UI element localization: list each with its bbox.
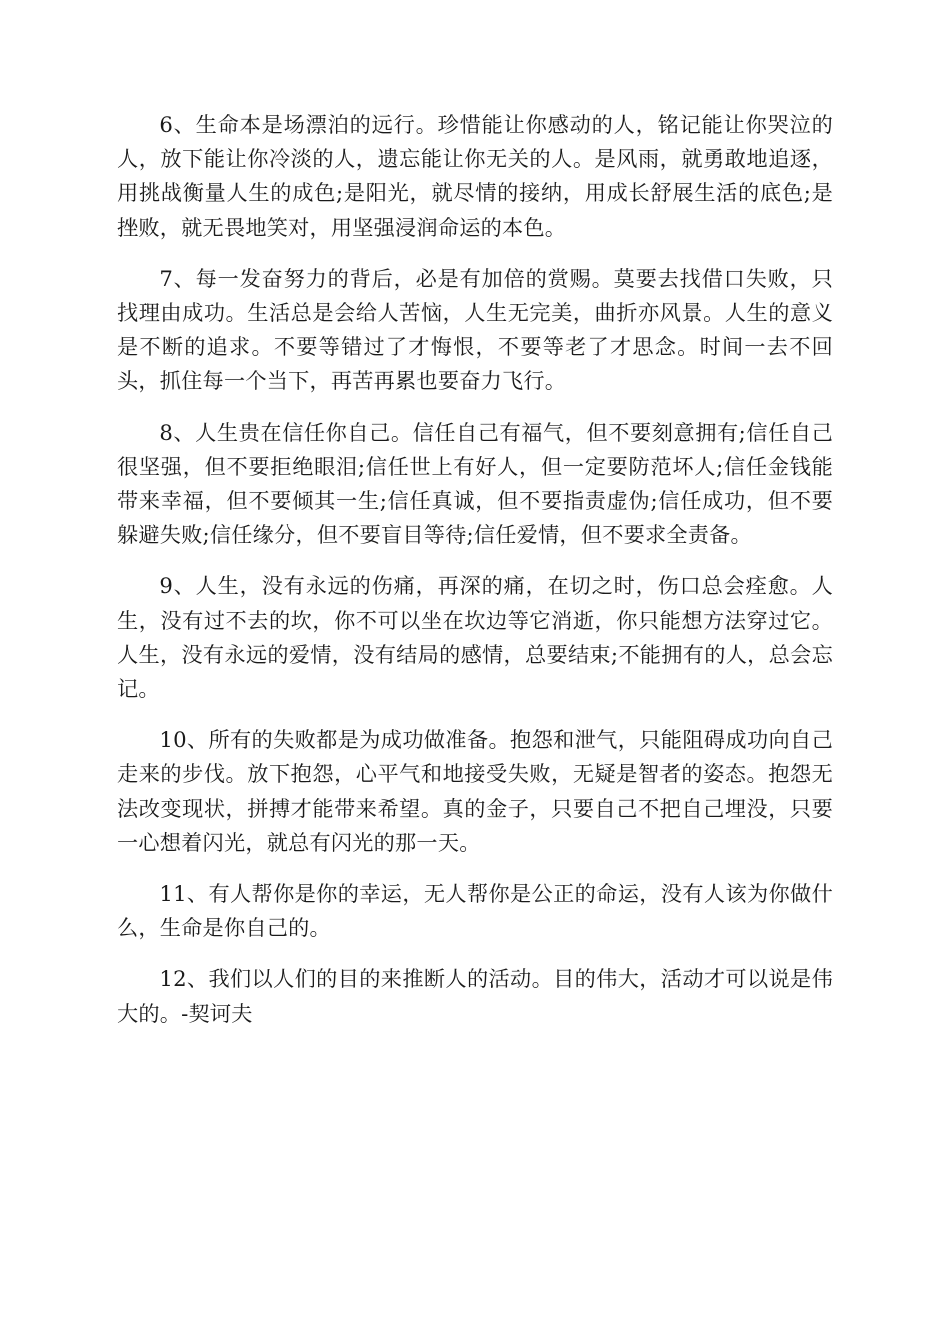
document-body	[117, 108, 833, 1048]
paragraph-7: 7、每一发奋努力的背后，必是有加倍的赏赐。莫要去找借口失败，只找理由成功。生活总是会给人苦恼，人生无完美，曲折亦风景。人生的意义是不断的追求。不要等错过了才悔恨，不要等老了才思念。时间一去不回头，抓住每一个当下，再苦再累也要奋力飞行。	[117, 265, 833, 394]
paragraph-8: 8、人生贵在信任你自己。信任自己有福气，但不要刻意拥有;信任自己很坚强，但不要拒绝眼泪;信任世上有好人，但一定要防范坏人;信任金钱能带来幸福，但不要倾其一生;信任真诚，但不要指责虚伪;信任成功，但不要躲避失败;信任缘分，但不要盲目等待;信任爱情，但不要求全责备。	[117, 419, 833, 548]
paragraph-10: 10、所有的失败都是为成功做准备。抱怨和泄气，只能阻碍成功向自己走来的步伐。放下抱怨，心平气和地接受失败，无疑是智者的姿态。抱怨无法改变现状，拼搏才能带来希望。真的金子，只要自己不把自己埋没，只要一心想着闪光，就总有闪光的那一天。	[117, 727, 833, 855]
paragraph-9: 9、人生，没有永远的伤痛，再深的痛，在切之时，伤口总会痊愈。人生，没有过不去的坎，你不可以坐在坎边等它消逝，你只能想方法穿过它。人生，没有永远的爱情，没有结局的感情，总要结束;不能拥有的人，总会忘记。	[117, 573, 833, 702]
paragraph-6: 6、生命本是场漂泊的远行。珍惜能让你感动的人，铭记能让你哭泣的人，放下能让你冷淡的人，遗忘能让你无关的人。是风雨，就勇敢地追逐，用挑战衡量人生的成色;是阳光，就尽情的接纳，用成长舒展生活的底色;是挫败，就无畏地笑对，用坚强浸润命运的本色。	[117, 112, 833, 240]
paragraph-11: 11、有人帮你是你的幸运，无人帮你是公正的命运，没有人该为你做什么，生命是你自己的。	[117, 881, 833, 941]
paragraph-12: 12、我们以人们的目的来推断人的活动。目的伟大，活动才可以说是伟大的。-契诃夫	[117, 966, 833, 1026]
